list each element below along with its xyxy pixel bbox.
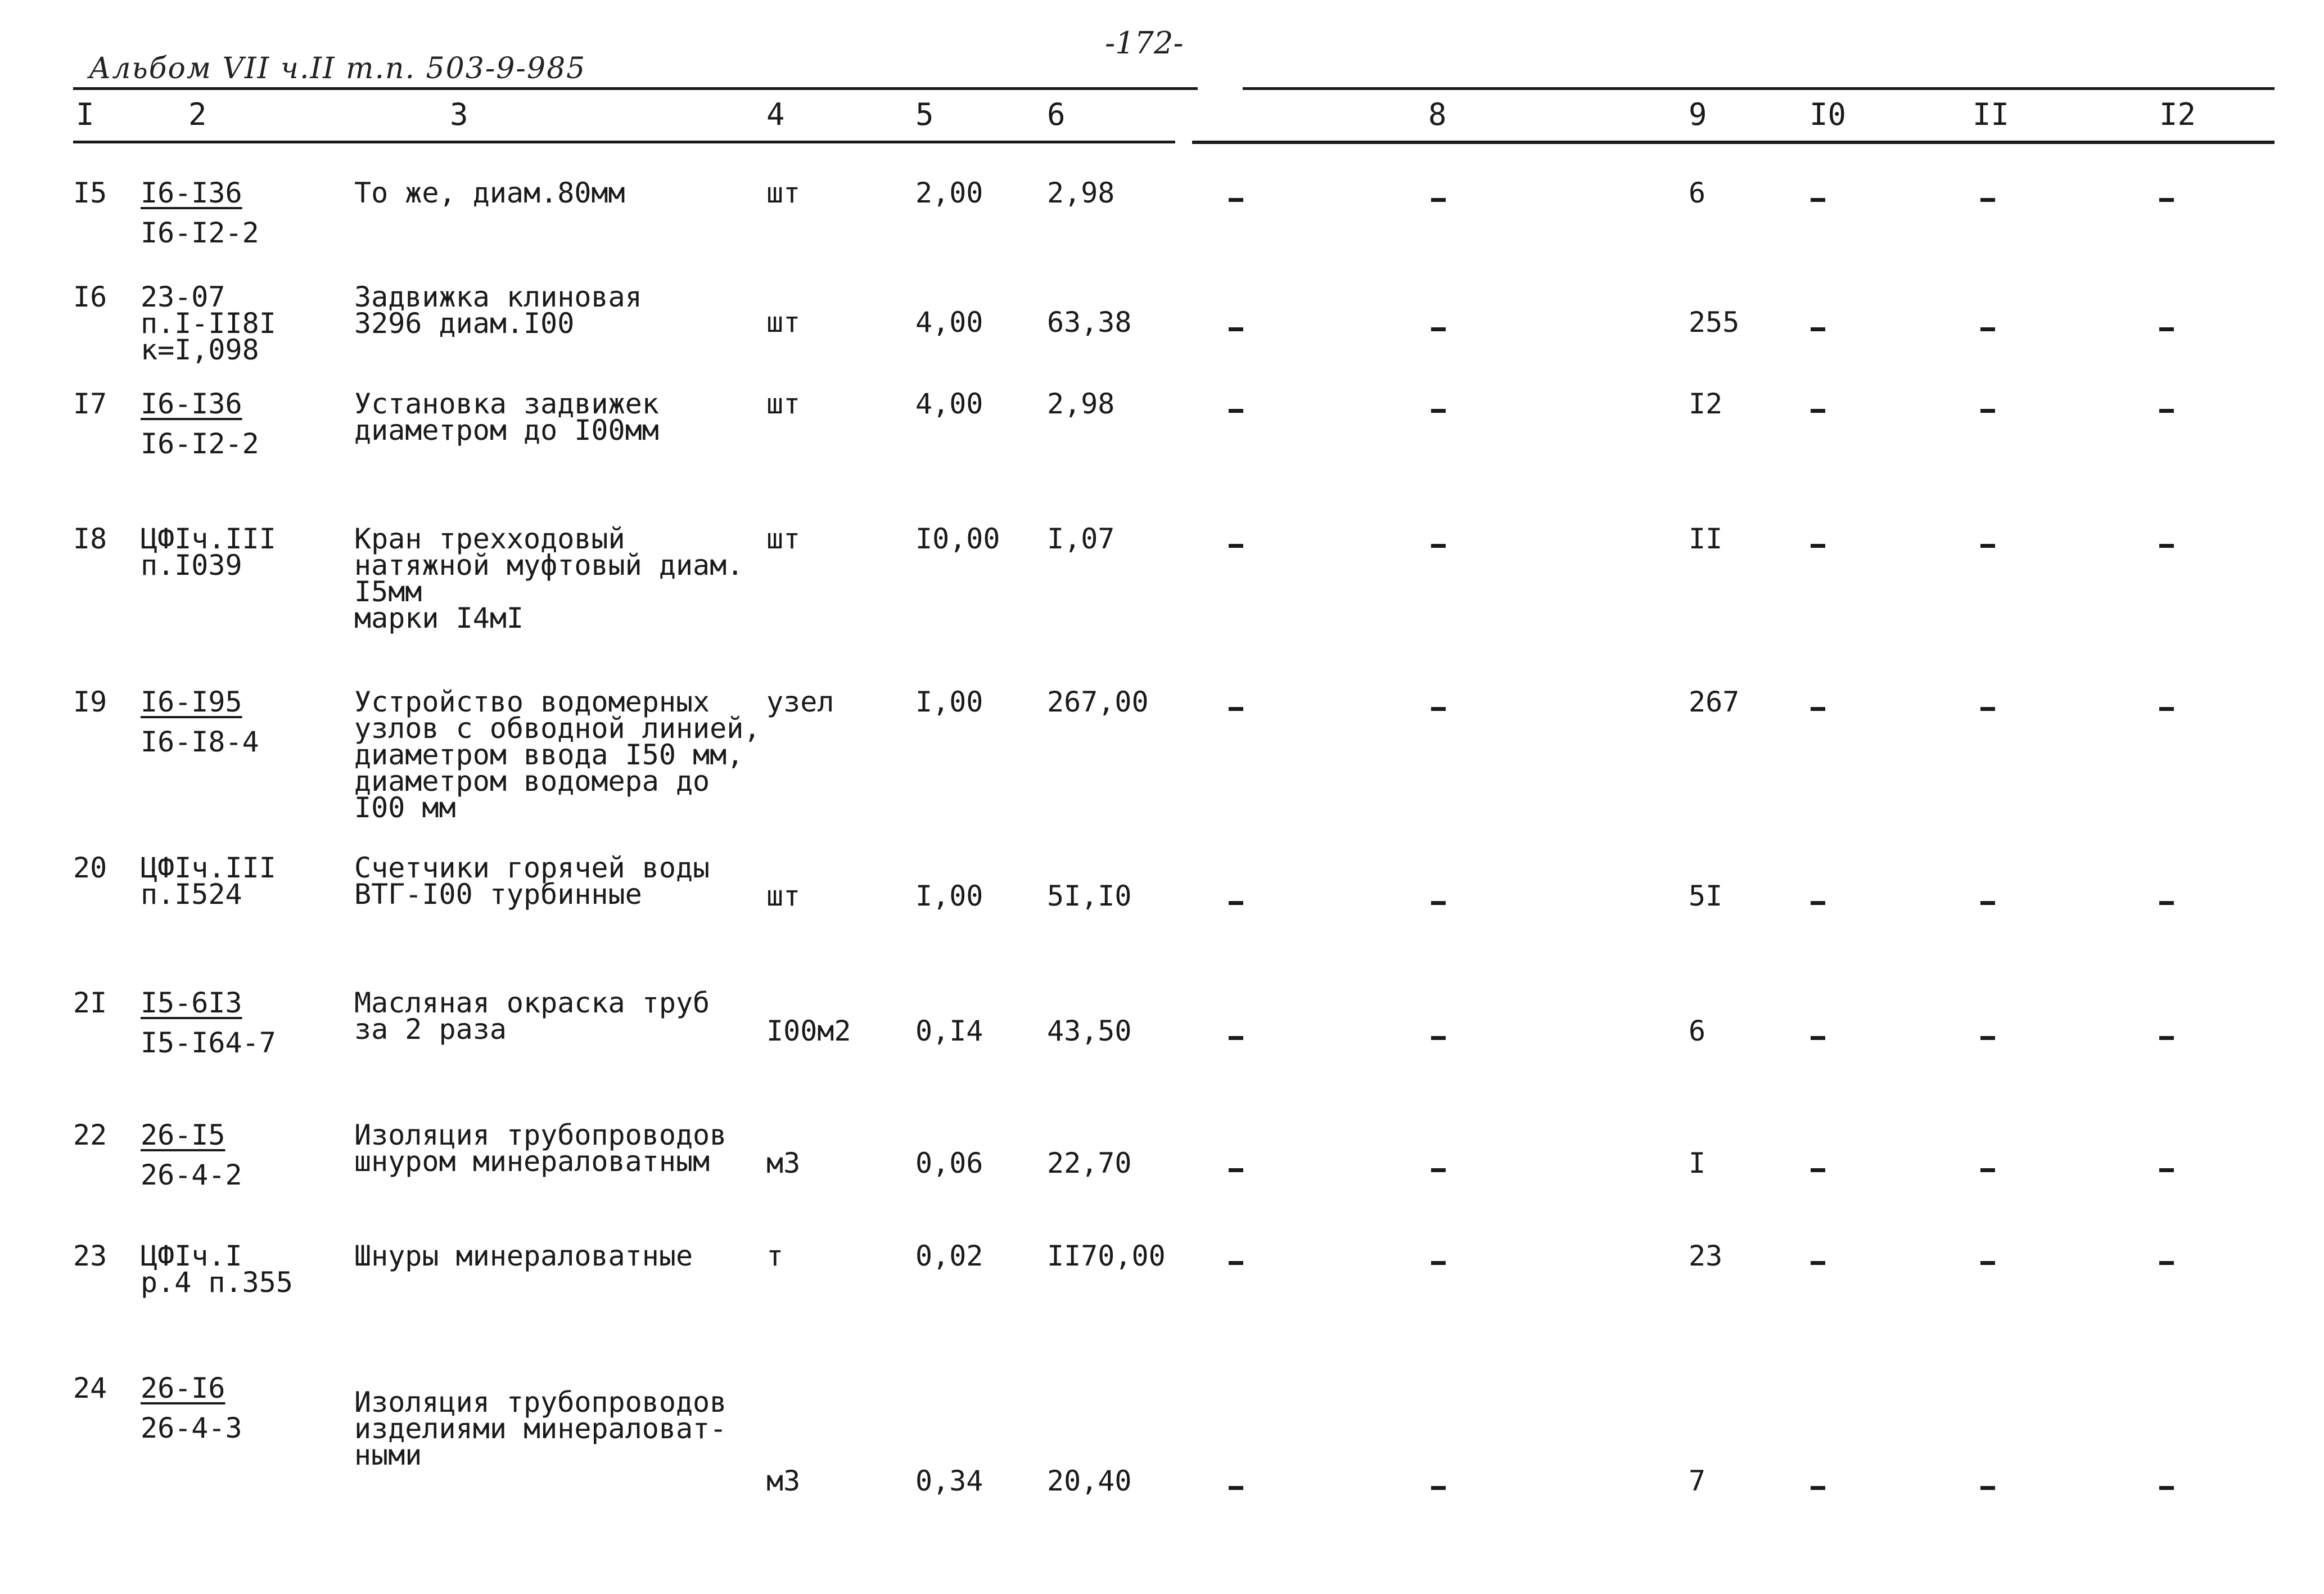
unit-price: II70,00 [1047, 1240, 1166, 1272]
work-description: Изоляция трубопроводов шнуром минераловатным [354, 1119, 727, 1178]
work-description: Изоляция трубопроводов изделиями минераловат- ными [354, 1386, 727, 1471]
column-header: 5 [915, 97, 934, 132]
unit-price: 20,40 [1047, 1465, 1132, 1497]
norm-code-primary: I6-I36 [141, 177, 242, 209]
row-number: I6 [73, 281, 107, 313]
unit: т [766, 1240, 784, 1272]
empty-value-dash [2159, 901, 2174, 905]
empty-value-dash [2159, 1036, 2174, 1040]
unit: м3 [766, 1465, 801, 1497]
unit-price: 43,50 [1047, 1015, 1132, 1047]
norm-code [141, 1119, 265, 1191]
unit: м3 [766, 1147, 801, 1179]
empty-value-dash [1811, 1168, 1825, 1172]
column-9-value: I [1689, 1147, 1706, 1179]
norm-code [141, 686, 282, 758]
header-top-rule-left [73, 87, 1198, 90]
unit: шт [766, 388, 801, 420]
norm-code-primary: ЦФIч.I р.4 п.355 [141, 1240, 293, 1299]
unit: шт [766, 177, 801, 209]
empty-value-dash [1431, 901, 1446, 905]
empty-value-dash [1229, 544, 1243, 548]
row-number: 22 [73, 1119, 107, 1151]
work-description: Масляная окраска труб за 2 раза [354, 987, 710, 1046]
quantity: 4,00 [915, 388, 983, 420]
quantity: 0,06 [915, 1147, 983, 1179]
norm-code-primary: I6-I36 [141, 388, 242, 420]
empty-value-dash [1811, 1036, 1825, 1040]
column-header: 4 [766, 97, 785, 132]
norm-code-secondary: I5-I64-7 [141, 1026, 276, 1059]
empty-value-dash [1811, 544, 1825, 548]
empty-value-dash [1980, 544, 1995, 548]
unit-price: 5I,I0 [1047, 880, 1132, 912]
empty-value-dash [1431, 327, 1446, 331]
empty-value-dash [1431, 707, 1446, 711]
empty-value-dash [2159, 327, 2174, 331]
quantity: I,00 [915, 880, 983, 912]
empty-value-dash [1980, 1261, 1995, 1265]
norm-code [141, 281, 276, 366]
column-9-value: 255 [1689, 306, 1740, 339]
work-description: Устройство водомерных узлов с обводной линией, диаметром ввода I50 мм, диаметром водомера до I00 мм [354, 686, 761, 824]
column-header: 3 [450, 97, 468, 132]
empty-value-dash [1431, 409, 1446, 413]
norm-code [141, 523, 276, 582]
unit: шт [766, 880, 801, 912]
unit: узел [766, 686, 834, 718]
empty-value-dash [1431, 1168, 1446, 1172]
norm-code-secondary: 26-4-2 [141, 1159, 242, 1191]
empty-value-dash [1229, 1486, 1243, 1490]
work-description: То же, диам.80мм [354, 177, 625, 209]
empty-value-dash [2159, 707, 2174, 711]
unit-price: 2,98 [1047, 177, 1115, 209]
empty-value-dash [1980, 1486, 1995, 1490]
empty-value-dash [1229, 1261, 1243, 1265]
norm-code-secondary: I6-I2-2 [141, 427, 259, 460]
work-description: Кран трехходовый натяжной муфтовый диам. I5мм марки I4мI [354, 523, 744, 634]
column-header: 2 [188, 97, 207, 132]
row-number: 23 [73, 1240, 107, 1272]
quantity: I0,00 [915, 523, 1000, 555]
norm-code [141, 1372, 265, 1444]
header-top-rule-right [1243, 87, 2275, 90]
norm-code-primary: ЦФIч.III п.I524 [141, 852, 276, 911]
column-9-value: 6 [1689, 1015, 1706, 1047]
norm-code [141, 987, 282, 1059]
column-header: 9 [1689, 97, 1707, 132]
unit-price: I,07 [1047, 523, 1115, 555]
column-header: II [1973, 97, 2010, 132]
empty-value-dash [1229, 198, 1243, 202]
column-9-value: 267 [1689, 686, 1740, 718]
column-9-value: 7 [1689, 1465, 1706, 1497]
empty-value-dash [2159, 1168, 2174, 1172]
empty-value-dash [2159, 1261, 2174, 1265]
empty-value-dash [1980, 901, 1995, 905]
unit: шт [766, 523, 801, 555]
column-header: 8 [1428, 97, 1447, 132]
quantity: 0,I4 [915, 1015, 983, 1047]
header-bottom-rule-right [1192, 141, 2275, 144]
column-9-value: 23 [1689, 1240, 1723, 1272]
empty-value-dash [1980, 1036, 1995, 1040]
empty-value-dash [2159, 544, 2174, 548]
work-description: Счетчики горячей воды ВТГ-I00 турбинные [354, 852, 710, 911]
norm-code-primary: 26-I5 [141, 1119, 225, 1151]
quantity: 2,00 [915, 177, 983, 209]
work-description: Задвижка клиновая 3296 диам.I00 [354, 281, 642, 340]
empty-value-dash [1811, 198, 1825, 202]
empty-value-dash [1811, 901, 1825, 905]
work-description: Установка задвижек диаметром до I00мм [354, 388, 659, 447]
row-number: 2I [73, 987, 107, 1019]
empty-value-dash [1811, 327, 1825, 331]
work-description: Шнуры минераловатные [354, 1240, 693, 1272]
empty-value-dash [1980, 409, 1995, 413]
column-9-value: 5I [1689, 880, 1723, 912]
empty-value-dash [1431, 1261, 1446, 1265]
empty-value-dash [1229, 1036, 1243, 1040]
column-9-value: II [1689, 523, 1723, 555]
empty-value-dash [1980, 707, 1995, 711]
row-number: I7 [73, 388, 107, 420]
row-number: I9 [73, 686, 107, 718]
empty-value-dash [1229, 1168, 1243, 1172]
empty-value-dash [1980, 1168, 1995, 1172]
norm-code-primary: 23-07 п.I-II8I к=I,098 [141, 281, 276, 366]
norm-code-primary: I5-6I3 [141, 987, 242, 1019]
norm-code-primary: 26-I6 [141, 1372, 225, 1404]
row-number: I8 [73, 523, 107, 555]
empty-value-dash [1811, 1261, 1825, 1265]
column-header: I0 [1809, 97, 1847, 132]
empty-value-dash [1431, 1486, 1446, 1490]
empty-value-dash [1229, 327, 1243, 331]
norm-code [141, 177, 282, 249]
norm-code-primary: I6-I95 [141, 686, 242, 718]
unit-price: 22,70 [1047, 1147, 1132, 1179]
norm-code-primary: ЦФIч.III п.I039 [141, 523, 276, 582]
empty-value-dash [1980, 327, 1995, 331]
empty-value-dash [1229, 409, 1243, 413]
norm-code [141, 1240, 293, 1299]
column-header: I2 [2159, 97, 2196, 132]
unit-price: 2,98 [1047, 388, 1115, 420]
norm-code [141, 388, 282, 460]
empty-value-dash [1229, 901, 1243, 905]
empty-value-dash [2159, 198, 2174, 202]
column-header: I [76, 97, 94, 132]
norm-code [141, 852, 276, 911]
quantity: 0,34 [915, 1465, 983, 1497]
unit: шт [766, 306, 801, 339]
unit-price: 63,38 [1047, 306, 1132, 339]
empty-value-dash [1980, 198, 1995, 202]
page-number: -172- [1105, 25, 1184, 61]
album-reference: Альбом VII ч.II т.п. 503-9-985 [89, 52, 586, 85]
quantity: 0,02 [915, 1240, 983, 1272]
row-number: 24 [73, 1372, 107, 1404]
norm-code-secondary: 26-4-3 [141, 1412, 242, 1444]
norm-code-secondary: I6-I2-2 [141, 217, 259, 249]
empty-value-dash [1431, 544, 1446, 548]
unit: I00м2 [766, 1015, 851, 1047]
column-9-value: I2 [1689, 388, 1723, 420]
norm-code-secondary: I6-I8-4 [141, 726, 259, 758]
header-bottom-rule-left [73, 141, 1175, 143]
quantity: 4,00 [915, 306, 983, 339]
empty-value-dash [1431, 198, 1446, 202]
empty-value-dash [1811, 409, 1825, 413]
quantity: I,00 [915, 686, 983, 718]
row-number: I5 [73, 177, 107, 209]
empty-value-dash [1431, 1036, 1446, 1040]
column-9-value: 6 [1689, 177, 1706, 209]
empty-value-dash [2159, 1486, 2174, 1490]
empty-value-dash [1811, 1486, 1825, 1490]
column-header: 6 [1047, 97, 1066, 132]
empty-value-dash [1229, 707, 1243, 711]
unit-price: 267,00 [1047, 686, 1149, 718]
empty-value-dash [1811, 707, 1825, 711]
empty-value-dash [2159, 409, 2174, 413]
row-number: 20 [73, 852, 107, 884]
